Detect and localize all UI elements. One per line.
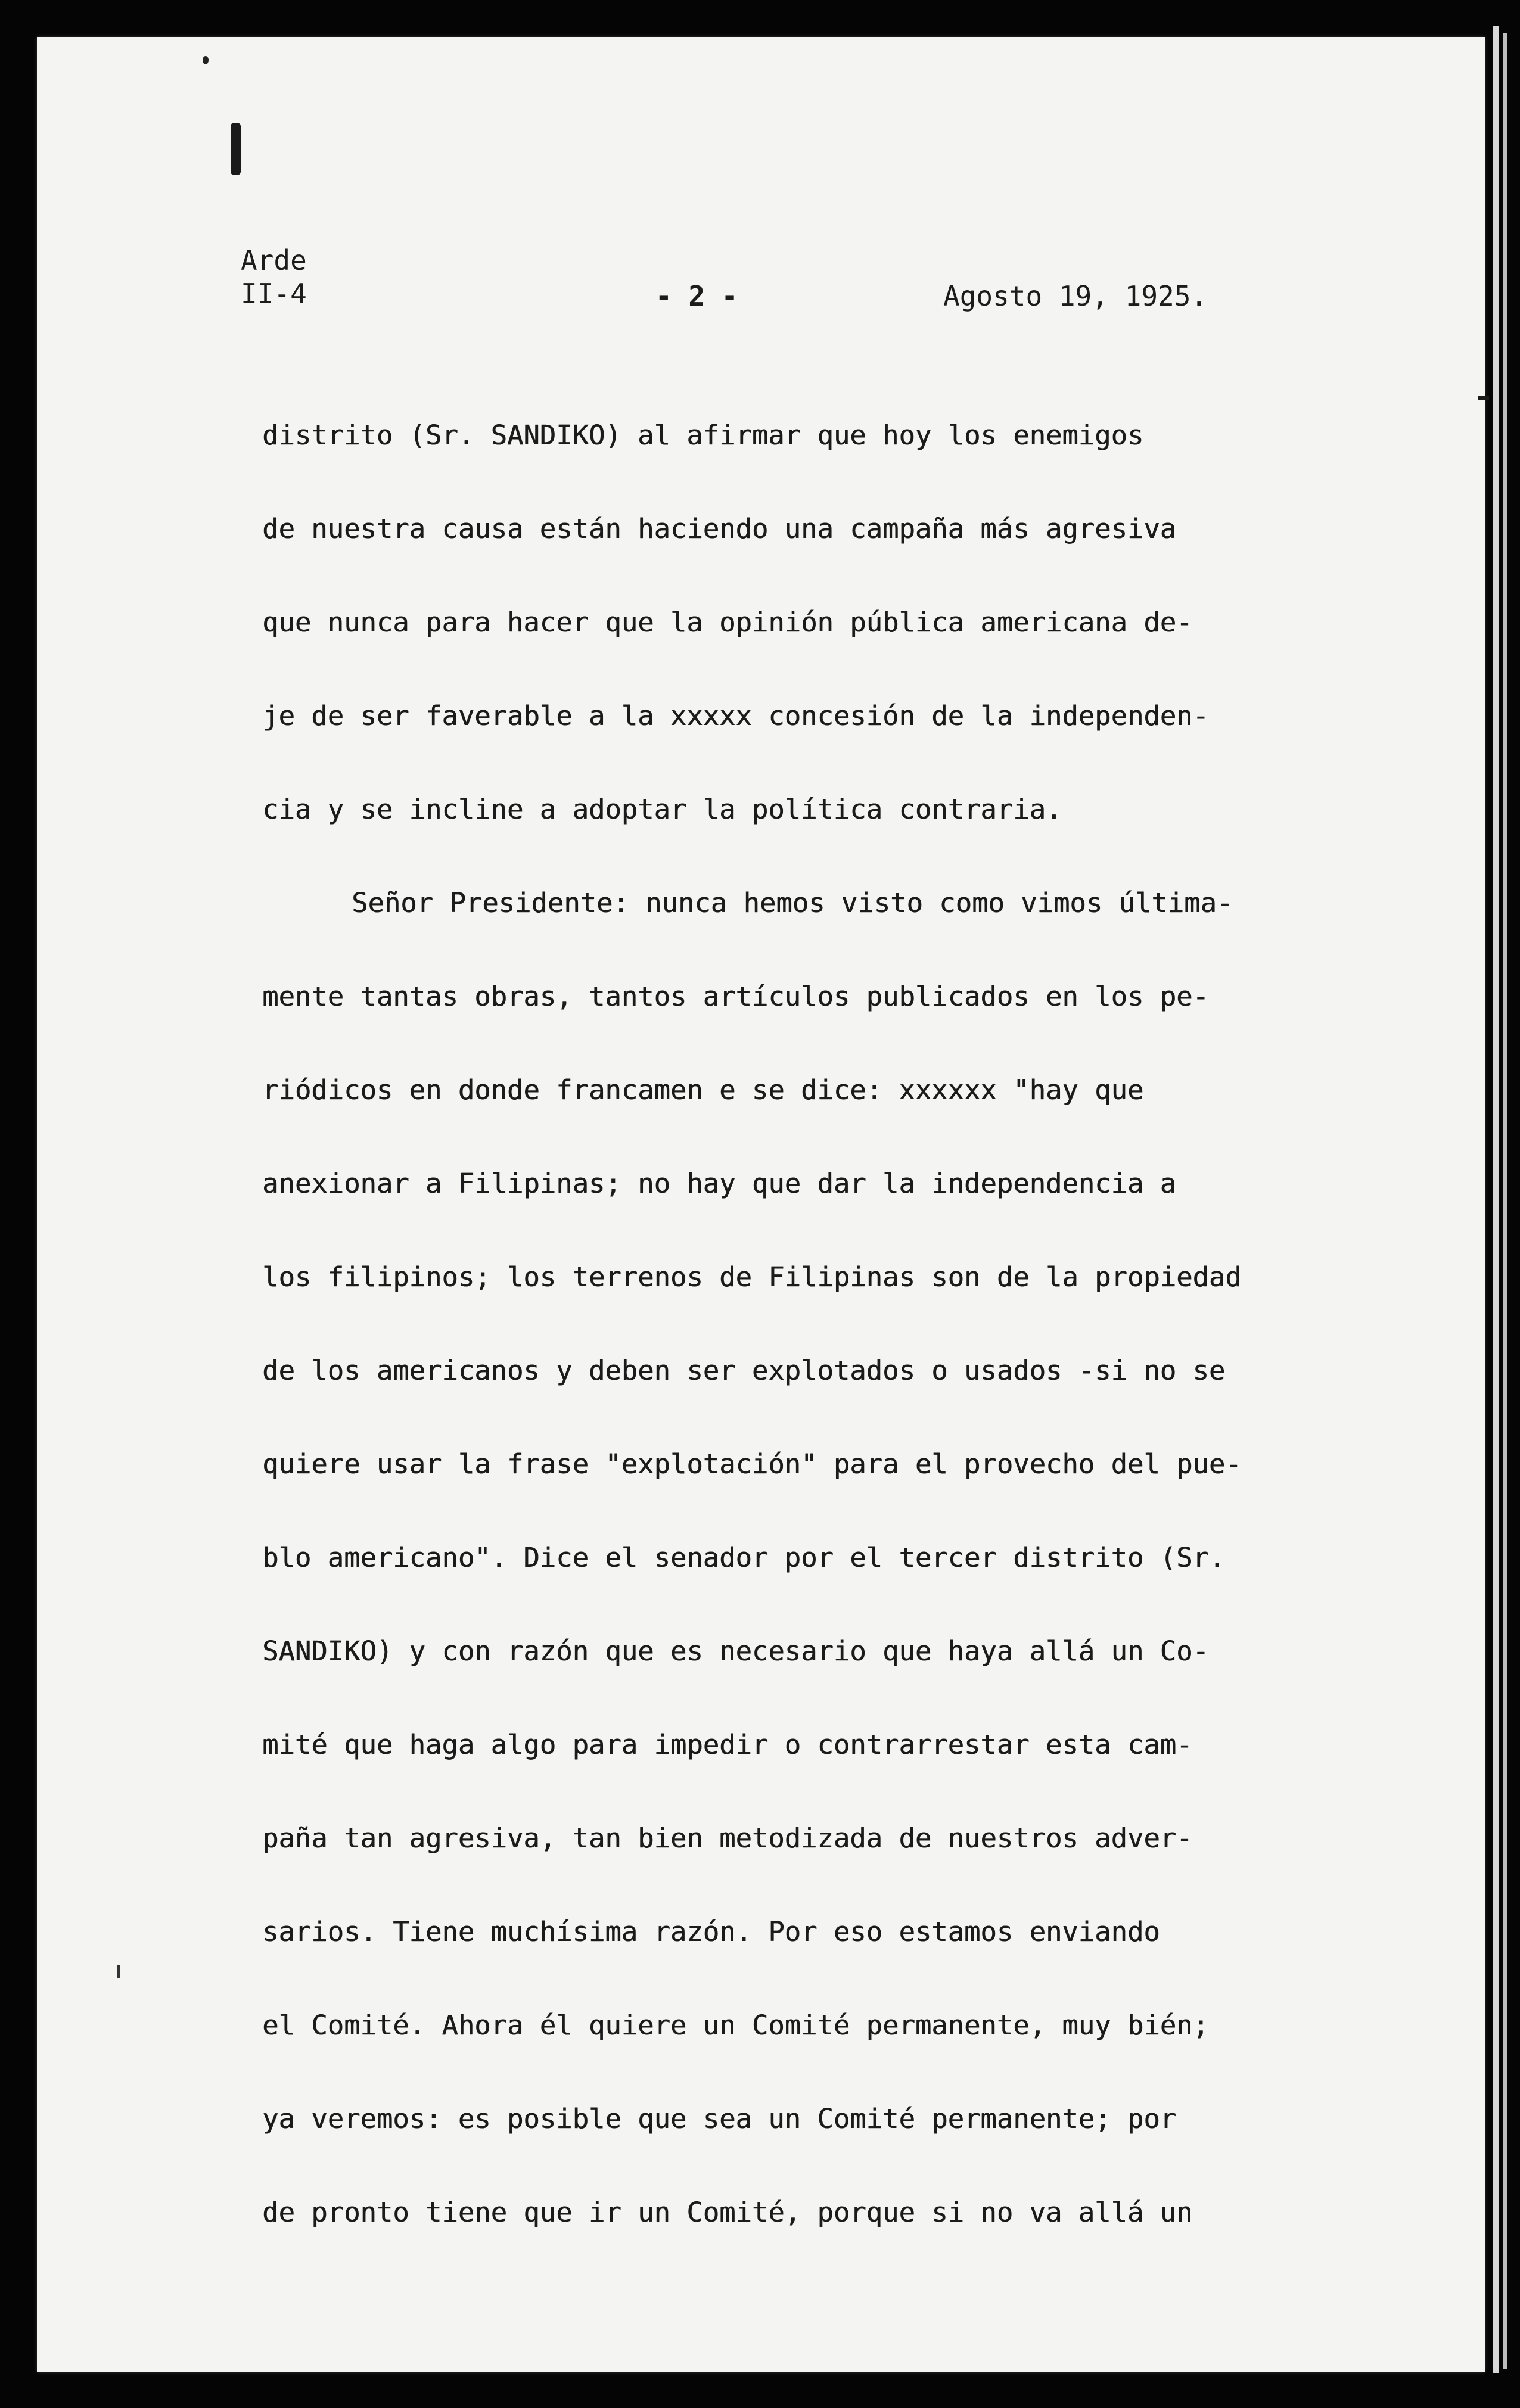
body-text <box>262 388 1394 2259</box>
text-line: sarios. Tiene muchísima razón. Por eso estamos enviando <box>262 1916 1160 1947</box>
text-line: mité que haga algo para impedir o contrarrestar esta cam- <box>262 1729 1193 1760</box>
text-line: ya veremos: es posible que sea un Comité permanente; por <box>262 2103 1177 2135</box>
text-line: distrito (Sr. SANDIKO) al afirmar que hoy los enemigos <box>262 419 1144 451</box>
header-author: Arde <box>241 244 307 276</box>
page-number: - 2 - <box>655 280 738 312</box>
page-edge-behind-2 <box>1503 33 1507 2369</box>
text-line: que nunca para hacer que la opinión pública americana de- <box>262 606 1193 638</box>
header-date: Agosto 19, 1925. <box>943 280 1208 312</box>
text-line: je de ser faverable a la xxxxx concesión de la independen- <box>262 700 1209 732</box>
page-edge-behind <box>1493 26 1499 2373</box>
edge-mark <box>1478 396 1489 400</box>
text-line: el Comité. Ahora él quiere un Comité permanente, muy bién; <box>262 2009 1209 2041</box>
text-line: Señor Presidente: nunca hemos visto como vimos última- <box>352 887 1233 919</box>
header-code: II-4 <box>241 278 307 310</box>
text-line: SANDIKO) y con razón que es necesario que haya allá un Co- <box>262 1635 1209 1667</box>
ink-speck <box>203 56 209 64</box>
text-line: paña tan agresiva, tan bien metodizada de nuestros adver- <box>262 1822 1193 1854</box>
text-line: anexionar a Filipinas; no hay que dar la independencia a <box>262 1168 1177 1199</box>
text-line: los filipinos; los terrenos de Filipinas son de la propiedad <box>262 1261 1242 1293</box>
ink-bar-mark <box>231 123 241 175</box>
text-line: blo americano". Dice el senador por el tercer distrito (Sr. <box>262 1542 1226 1573</box>
text-line: riódicos en donde francamen e se dice: xxxxxx "hay que <box>262 1074 1144 1106</box>
text-line: quiere usar la frase "explotación" para el provecho del pue- <box>262 1448 1242 1480</box>
text-line: de nuestra causa están haciendo una campaña más agresiva <box>262 513 1177 545</box>
margin-tick <box>117 1965 120 1978</box>
text-line: mente tantas obras, tantos artículos publicados en los pe- <box>262 981 1209 1012</box>
text-line: cia y se incline a adoptar la política contraria. <box>262 794 1062 825</box>
text-line: de los americanos y deben ser explotados o usados -si no se <box>262 1355 1226 1386</box>
text-line: de pronto tiene que ir un Comité, porque si no va allá un <box>262 2197 1193 2228</box>
